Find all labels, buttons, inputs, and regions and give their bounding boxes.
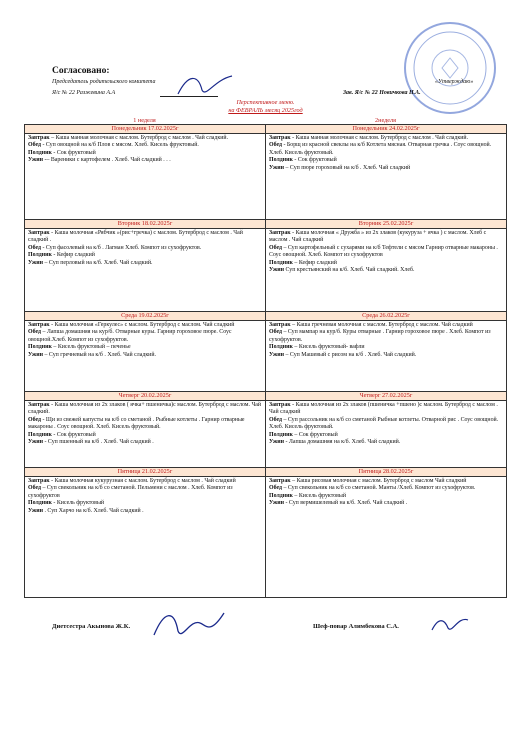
snack-text: - Кисель фруктовый [51, 500, 105, 507]
lunch-label: Обед [269, 416, 282, 423]
snack-text: – Кисель фруктовый [292, 492, 347, 499]
lunch-text: – Суп свекольник на к/б со сметаной. Манты /Хлеб. Компот из сухофруктов. [281, 485, 476, 492]
breakfast-text: - Каша молочная кукурузная с маслом. Бутерброд с маслом . Чай сладкий [49, 478, 236, 484]
dinner-label: Ужин [28, 351, 44, 358]
breakfast-text: - Каша молочная «Рябчик »(рис+гречка) с маслом. Бутерброд с маслом . Чай сладкий . [28, 230, 243, 244]
lunch-label: Обед [28, 329, 41, 336]
menu-table [24, 124, 507, 598]
breakfast-label: Завтрак [28, 478, 50, 484]
day-cell [266, 312, 507, 392]
breakfast-text: - Каша манная молочная с маслом. Бутерброд с маслом . Чай сладкий. [290, 135, 469, 141]
day-title: Вторник 25.02.2025г [266, 220, 506, 229]
table-row [25, 220, 507, 312]
dinner-text: -– Вареники с картофелем . Хлеб. Чай сладкий . . . [43, 157, 171, 164]
parent-committee-chair: Председатель родительского комитета [52, 79, 156, 85]
snack-label: Полдник [28, 500, 52, 507]
day-cell [25, 125, 266, 220]
breakfast-text: – Каша гречневая молочная с маслом. Бутерброд с маслом. Чай сладкий [290, 322, 473, 328]
snack-label: Полдник [28, 149, 52, 156]
lunch-label: Обед [269, 485, 282, 492]
breakfast-label: Завтрак [28, 402, 50, 408]
dinner-label: Ужин [269, 439, 285, 446]
breakfast-label: Завтрак [269, 230, 291, 236]
dinner-label: Ужин [28, 439, 44, 446]
dinner-text: - Суп пшенный на к/б . Хлеб. Чай сладкий . [43, 439, 154, 446]
day-title: Среда 19.02.2025г [25, 312, 265, 321]
dinner-text: – Суп гречневый на к/б . Хлеб. Чай сладкий. [43, 351, 156, 358]
day-title: Понедельник 24.02.2025г [266, 125, 506, 134]
chef-signature [428, 610, 472, 645]
breakfast-label: Завтрак [28, 135, 50, 141]
snack-text: – Кефир сладкий [292, 259, 337, 266]
breakfast-label: Завтрак [28, 230, 50, 236]
day-title: Пятница 28.02.2025г [266, 468, 506, 477]
snack-label: Полдник [269, 157, 293, 164]
breakfast-text: – Каша рисовая молочная с маслом. Бутерброд с маслом Чай сладкий [290, 478, 467, 484]
breakfast-label: Завтрак [269, 135, 291, 141]
lunch-label: Обед [269, 142, 282, 149]
breakfast-text: - Каша молочная «Геркулес» с маслом. Бутерброд с маслом. Чай сладкий [49, 322, 235, 328]
table-row [25, 125, 507, 220]
dietitian-signature-line: Диетсестра Акынова Ж.К. [52, 623, 131, 630]
breakfast-label: Завтрак [269, 322, 291, 328]
breakfast-text: - Каша молочная из 2х злаков (пшеничка +пшено )с маслом. Бутерброд с маслом . Чай сладкий [269, 402, 498, 416]
dinner-label: Ужин [269, 164, 285, 171]
snack-label: Полдник [269, 344, 293, 351]
lunch-text: – Лапша домашняя на кур/б. Отварные куры. Гарнир гороховое пюре. Соус овощной.Хлеб. Компот из сухофруктов. [28, 329, 232, 343]
breakfast-label: Завтрак [28, 322, 50, 328]
lunch-text: - Борщ из красной свеклы на к/б Котлета мясная. Отварная гречка . Соус овощной. Хлеб. Кисель фруктовый. [269, 142, 492, 156]
lunch-text: - Щи из свежей капусты на к/б со сметаной . Рыбные котлеты . Гарнир отварные макароны . Соус овощной. Хлеб. Кисель фруктовый. [28, 416, 245, 431]
chef-signature-line: Шеф-повар Алимбекова С.А. [313, 623, 399, 630]
dinner-text: Суп крестьянский на к/б. Хлеб. Чай сладкий. Хлеб. [284, 267, 415, 274]
parent-committee-chair-name: Я/с № 22 Разжевина А.А [52, 90, 116, 96]
approved-label: Согласовано: [52, 66, 110, 76]
title-line-2: на ФЕВРАЛЬ месяц 2025год [228, 107, 303, 114]
dinner-text: – Суп перловый на к/б. Хлеб. Чай сладкий. [43, 259, 153, 266]
day-cell [266, 125, 507, 220]
snack-text: - Сок фруктовый [51, 149, 96, 156]
lunch-label: Обед [269, 244, 282, 251]
dinner-label: Ужин [269, 351, 285, 358]
dinner-text: - Лапша домашняя на к/б. Хлеб. Чай сладкий. [284, 439, 401, 446]
lunch-text: – Суп рассольник на к/б со сметаной Рыбные котлеты. Отварной рис . Соус овощной. Хлеб. Кисель фруктовый. [269, 416, 499, 431]
document-title [0, 99, 531, 115]
breakfast-text: - Каша молочная « Дружба » из 2х злаков (кукуруза + ячка ) с маслом. Хлеб с маслом . Чай сладкий [269, 230, 487, 244]
breakfast-label: Завтрак [269, 402, 291, 408]
table-row [25, 392, 507, 468]
table-row [25, 468, 507, 598]
lunch-text: - Суп овощной на к/б Плов с мясом. Хлеб. Кисель фруктовый. [40, 142, 199, 149]
lunch-text: - Суп фасолевый на к/б . Лагман Хлеб. Компот из сухофруктов. [40, 244, 202, 251]
day-title: Вторник 18.02.2025г [25, 220, 265, 229]
dinner-label: Ужин [28, 157, 44, 164]
day-title: Пятница 21.02.2025г [25, 468, 265, 477]
snack-text: – Сок фруктовый [292, 431, 338, 438]
day-title: Среда 26.02.2025г [266, 312, 506, 321]
snack-label: Полдник [269, 259, 293, 266]
day-cell [25, 392, 266, 468]
dinner-label: Ужин [28, 259, 44, 266]
table-row [25, 312, 507, 392]
day-title: Понедельник 17.02.2025г [25, 125, 265, 134]
dinner-text: . Суп Харчо на к/б. Хлеб. Чай сладкий . [43, 507, 144, 514]
day-cell [25, 468, 266, 598]
day-cell [25, 220, 266, 312]
dinner-label: Ужин [269, 267, 285, 274]
lunch-label: Обед [28, 485, 41, 492]
day-cell [266, 392, 507, 468]
breakfast-text: – Каша манная молочная с маслом. Бутерброд с маслом . Чай сладкий. [49, 135, 229, 141]
approval-label: «Утверждаю» [435, 79, 474, 85]
week-2-label: 2неделя [375, 117, 396, 124]
day-cell [266, 468, 507, 598]
lunch-label: Обед [28, 416, 41, 423]
dinner-text: – Суп Машевый с рисом на к/б . Хлеб. Чай сладкий. [284, 351, 417, 358]
day-title: Четверг 20.02.2025г [25, 392, 265, 401]
dinner-text: – Суп пюре гороховый на к/б . Хлеб. Чай сладкий [284, 164, 411, 171]
snack-label: Полдник [269, 431, 293, 438]
week-1-label: 1 неделя [133, 117, 156, 124]
snack-text: - Кефир сладкий [51, 252, 95, 259]
day-cell [25, 312, 266, 392]
title-line-1: Перспективное меню. [236, 99, 295, 106]
head-of-kindergarten: Зав. Я/с № 22 Новичкова Н.А. [343, 90, 421, 96]
snack-text: - Сок фруктовый [292, 157, 337, 164]
snack-text: – Кисель фруктовый- вафли [292, 344, 365, 351]
snack-label: Полдник [28, 431, 52, 438]
dinner-label: Ужин [28, 507, 44, 514]
dietitian-signature [150, 605, 230, 652]
snack-text: - Сок фруктовый [51, 431, 96, 438]
breakfast-text: - Каша молочная из 2х злаков ( ячка+ пшеничка)с маслом. Бутерброд с маслом. Чай сладкий. [28, 402, 262, 416]
lunch-label: Обед [28, 142, 41, 149]
lunch-label: Обед [28, 244, 41, 251]
day-title: Четверг 27.02.2025г [266, 392, 506, 401]
day-cell [266, 220, 507, 312]
dinner-text: - Суп вермишелевый на к/б. Хлеб. Чай сладкий . [284, 500, 408, 507]
breakfast-label: Завтрак [269, 478, 291, 484]
lunch-label: Обед [269, 329, 282, 336]
lunch-text: – Суп мампар на кур/б. Куры отварные . Гарнир гороховое пюре . Хлеб. Компот из сухофруктов. [269, 329, 491, 343]
snack-label: Полдник [28, 252, 52, 259]
lunch-text: – Суп свекольник на к/б со сметаной. Пельмени с маслом . Хлеб. Компот из сухофруктов [28, 485, 233, 499]
snack-label: Полдник [269, 492, 293, 499]
snack-label: Полдник [28, 344, 52, 351]
dinner-label: Ужин [269, 500, 285, 507]
lunch-text: – Суп картофельный с сухарями на к/б Тефтели с мясом Гарнир отварные макароны . Соус овощной. Хлеб. Компот из сухофруктов [269, 244, 498, 259]
snack-text: – Кисель фруктовый – печенье [51, 344, 131, 351]
